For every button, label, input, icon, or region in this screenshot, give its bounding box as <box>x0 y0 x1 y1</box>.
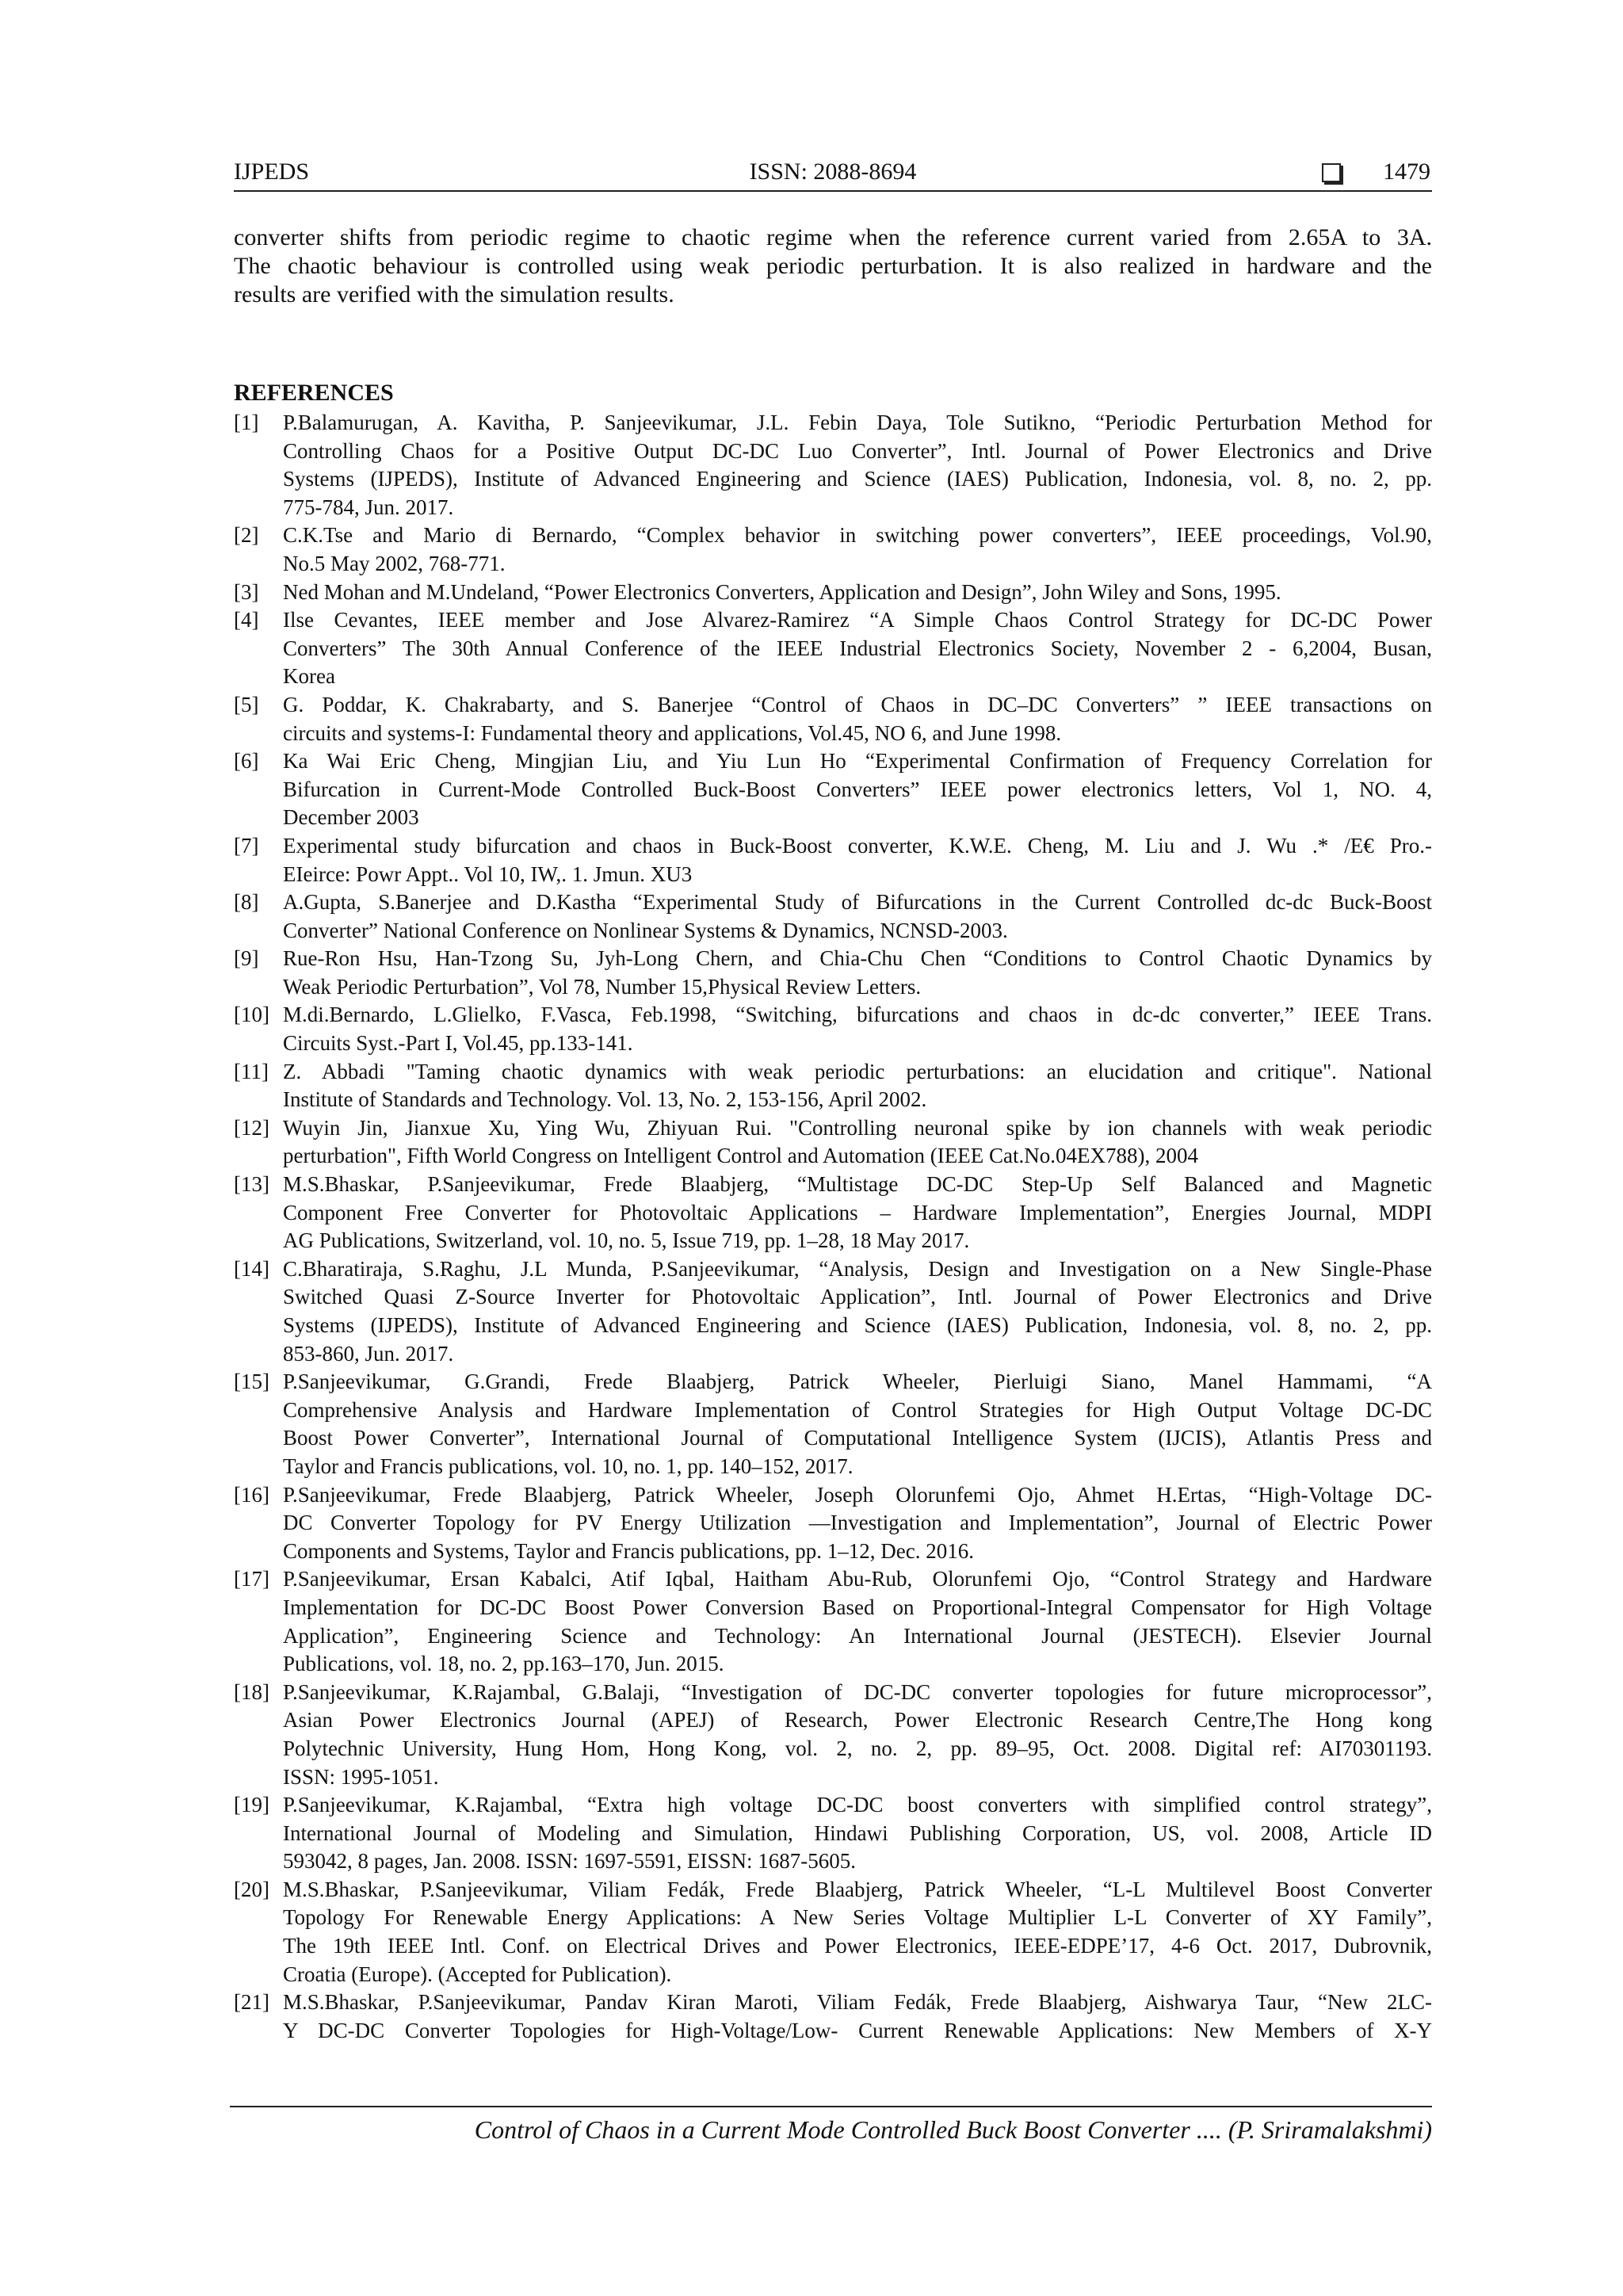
reference-line: Switched Quasi Z-Source Inverter for Photovoltaic Application”, Intl. Journal of Power Electronics and Drive <box>283 1285 1432 1309</box>
reference-line: Boost Power Converter”, International Journal of Computational Intelligence System (IJCIS), Atlantis Press and <box>283 1426 1432 1450</box>
reference-number: [13] <box>234 1172 269 1197</box>
reference-item <box>234 1481 1432 1566</box>
reference-line: Topology For Renewable Energy Applications: A New Series Voltage Multiplier L-L Converter of XY Family”, <box>283 1905 1432 1930</box>
reference-line: P.Sanjeevikumar, Frede Blaabjerg, Patrick Wheeler, Joseph Olorunfemi Ojo, Ahmet H.Ertas, “High-Voltage DC- <box>283 1482 1432 1507</box>
reference-number: [7] <box>234 833 259 858</box>
reference-line: P.Sanjeevikumar, G.Grandi, Frede Blaabjerg, Patrick Wheeler, Pierluigi Siano, Manel Hammami, “A <box>283 1370 1432 1394</box>
reference-number: [1] <box>234 411 259 434</box>
reference-line: Institute of Standards and Technology. Vol. 13, No. 2, 153-156, April 2002. <box>283 1087 927 1112</box>
reference-line: Bifurcation in Current-Mode Controlled Buck-Boost Converters” IEEE power electronics letters, Vol 1, NO. 4, <box>283 777 1432 801</box>
reference-number: [2] <box>234 523 259 548</box>
reference-item <box>234 1679 1432 1791</box>
reference-number: [12] <box>234 1115 269 1140</box>
reference-line: 775-784, Jun. 2017. <box>283 495 454 519</box>
reference-number: [4] <box>234 608 259 632</box>
reference-item <box>234 1565 1432 1678</box>
reference-item <box>234 1876 1432 1988</box>
reference-line: Components and Systems, Taylor and Francis publications, pp. 1–12, Dec. 2016. <box>283 1538 975 1563</box>
paragraph-line: The chaotic behaviour is controlled using weak periodic perturbation. It is also realized in hardware and the <box>234 253 1432 279</box>
reference-line: No.5 May 2002, 768-771. <box>283 551 506 575</box>
reference-item <box>234 606 1432 691</box>
reference-item <box>234 1171 1432 1255</box>
reference-line: Controlling Chaos for a Positive Output DC-DC Luo Converter”, Intl. Journal of Power Electronics and Drive <box>283 438 1432 463</box>
reference-line: International Journal of Modeling and Simulation, Hindawi Publishing Corporation, US, vol. 2008, Article ID <box>283 1820 1432 1845</box>
reference-line: Y DC-DC Converter Topologies for High-Voltage/Low- Current Renewable Applications: New Members of X-Y <box>283 2018 1432 2042</box>
reference-item <box>234 1255 1432 1368</box>
reference-line: DC Converter Topology for PV Energy Utilization —Investigation and Implementation”, Journal of Electric Power <box>283 1511 1432 1535</box>
reference-item <box>234 1791 1432 1876</box>
reference-number: [14] <box>234 1256 269 1281</box>
reference-line: Z. Abbadi "Taming chaotic dynamics with weak periodic perturbations: an elucidation and critique". National <box>283 1059 1432 1083</box>
page-header <box>234 154 1432 192</box>
checkbox-square-icon <box>1322 163 1341 182</box>
reference-line: Ilse Cevantes, IEEE member and Jose Alvarez-Ramirez “A Simple Chaos Control Strategy for DC-DC Power <box>283 608 1432 632</box>
reference-number: [5] <box>234 692 259 716</box>
reference-line: Experimental study bifurcation and chaos in Buck-Boost converter, K.W.E. Cheng, M. Liu and J. Wu .* /E€ Pro.- <box>283 833 1432 858</box>
reference-item <box>234 409 1432 521</box>
reference-line: A.Gupta, S.Banerjee and D.Kastha “Experimental Study of Bifurcations in the Current Controlled dc-dc Buck-Boost <box>283 890 1432 915</box>
reference-item <box>234 691 1432 747</box>
reference-number: [17] <box>234 1567 269 1591</box>
paragraph-line: converter shifts from periodic regime to chaotic regime when the reference current varied from 2.65A to 3A. <box>234 224 1432 250</box>
references-heading: REFERENCES <box>234 380 394 406</box>
reference-number: [20] <box>234 1877 269 1901</box>
reference-line: P.Sanjeevikumar, Ersan Kabalci, Atif Iqbal, Haitham Abu-Rub, Olorunfemi Ojo, “Control Strategy and Hardware <box>283 1567 1432 1591</box>
reference-item <box>234 1058 1432 1114</box>
reference-line: G. Poddar, K. Chakrabarty, and S. Banerjee “Control of Chaos in DC–DC Converters” ” IEEE transactions on <box>283 692 1432 716</box>
reference-line: Weak Periodic Perturbation”, Vol 78, Number 15,Physical Review Letters. <box>283 974 922 999</box>
reference-line: M.S.Bhaskar, P.Sanjeevikumar, Pandav Kiran Maroti, Viliam Fedák, Frede Blaabjerg, Aishwarya Taur, “New 2LC- <box>283 1990 1432 2015</box>
reference-line: Polytechnic University, Hung Hom, Hong Kong, vol. 2, no. 2, pp. 89–95, Oct. 2008. Digital ref: AI70301193. <box>283 1736 1432 1760</box>
issn-label: ISSN: 2088-8694 <box>749 159 917 185</box>
reference-line: circuits and systems-I: Fundamental theory and applications, Vol.45, NO 6, and June 1998. <box>283 720 1062 745</box>
reference-line: Converter” National Conference on Nonlinear Systems & Dynamics, NCNSD-2003. <box>283 918 1008 942</box>
reference-line: Ned Mohan and M.Undeland, “Power Electronics Converters, Application and Design”, John Wiley and Sons, 1995. <box>283 579 1281 604</box>
reference-line: Korea <box>283 664 335 689</box>
reference-number: [11] <box>234 1059 269 1083</box>
reference-line: P.Sanjeevikumar, K.Rajambal, “Extra high voltage DC-DC boost converters with simplified control strategy”, <box>283 1793 1432 1817</box>
reference-line: Ka Wai Eric Cheng, Mingjian Liu, and Yiu Lun Ho “Experimental Confirmation of Frequency Correlation for <box>283 749 1432 774</box>
reference-line: M.S.Bhaskar, P.Sanjeevikumar, Viliam Fedák, Frede Blaabjerg, Patrick Wheeler, “L-L Multilevel Boost Converter <box>283 1877 1432 1901</box>
reference-line: ISSN: 1995-1051. <box>283 1764 439 1789</box>
reference-line: perturbation", Fifth World Congress on Intelligent Control and Automation (IEEE Cat.No.04EX788), 2004 <box>283 1144 1198 1168</box>
page-footer: Control of Chaos in a Current Mode Controlled Buck Boost Converter .... (P. Sriramalakshmi) <box>230 2106 1432 2145</box>
reference-item <box>234 832 1432 888</box>
reference-line: Application”, Engineering Science and Technology: An International Journal (JESTECH). Elsevier Journal <box>283 1623 1432 1648</box>
reference-line: Asian Power Electronics Journal (APEJ) of Research, Power Electronic Research Centre,The Hong kong <box>283 1708 1432 1733</box>
reference-line: P.Balamurugan, A. Kavitha, P. Sanjeevikumar, J.L. Febin Daya, Tole Sutikno, “Periodic Perturbation Method for <box>283 411 1432 434</box>
reference-line: M.di.Bernardo, L.Glielko, F.Vasca, Feb.1998, “Switching, bifurcations and chaos in dc-dc converter,” IEEE Trans. <box>283 1003 1432 1027</box>
reference-number: [15] <box>234 1370 269 1394</box>
reference-line: Publications, vol. 18, no. 2, pp.163–170, Jun. 2015. <box>283 1652 724 1676</box>
reference-item <box>234 1368 1432 1480</box>
reference-line: Component Free Converter for Photovoltaic Applications – Hardware Implementation”, Energies Journal, MDPI <box>283 1200 1432 1224</box>
reference-item <box>234 1001 1432 1057</box>
journal-name: IJPEDS <box>234 159 310 185</box>
reference-line: The 19th IEEE Intl. Conf. on Electrical Drives and Power Electronics, IEEE-EDPE’17, 4-6 Oct. 2017, Dubrovnik, <box>283 1934 1432 1958</box>
reference-item <box>234 888 1432 945</box>
reference-line: Converters” The 30th Annual Conference of the IEEE Industrial Electronics Society, November 2 - 6,2004, Busan, <box>283 636 1432 660</box>
page-number: 1479 <box>1383 159 1430 185</box>
reference-line: Systems (IJPEDS), Institute of Advanced Engineering and Science (IAES) Publication, Indonesia, vol. 8, no. 2, pp. <box>283 1313 1432 1337</box>
reference-line: 853-860, Jun. 2017. <box>283 1341 454 1366</box>
reference-number: [3] <box>234 579 259 604</box>
reference-number: [10] <box>234 1003 269 1027</box>
reference-line: 593042, 8 pages, Jan. 2008. ISSN: 1697-5591, EISSN: 1687-5605. <box>283 1849 856 1874</box>
reference-line: Comprehensive Analysis and Hardware Implementation of Control Strategies for High Output Voltage DC-DC <box>283 1397 1432 1422</box>
reference-number: [19] <box>234 1793 269 1817</box>
reference-item <box>234 747 1432 832</box>
reference-line: EIeirce: Powr Appt.. Vol 10, IW,. 1. Jmun. XU3 <box>283 861 693 886</box>
reference-item <box>234 521 1432 578</box>
reference-number: [18] <box>234 1679 269 1704</box>
reference-number: [6] <box>234 749 259 774</box>
reference-line: Taylor and Francis publications, vol. 10, no. 1, pp. 140–152, 2017. <box>283 1454 854 1478</box>
reference-line: Circuits Syst.-Part I, Vol.45, pp.133-141. <box>283 1031 633 1056</box>
reference-line: December 2003 <box>283 805 419 830</box>
reference-number: [21] <box>234 1990 269 2015</box>
reference-line: Croatia (Europe). (Accepted for Publication). <box>283 1962 672 1986</box>
reference-number: [8] <box>234 890 259 915</box>
reference-item <box>234 579 1432 607</box>
reference-item <box>234 945 1432 1001</box>
reference-line: P.Sanjeevikumar, K.Rajambal, G.Balaji, “Investigation of DC-DC converter topologies for future microprocessor”, <box>283 1679 1432 1704</box>
reference-item <box>234 1988 1432 2045</box>
reference-line: C.K.Tse and Mario di Bernardo, “Complex behavior in switching power converters”, IEEE proceedings, Vol.90, <box>283 523 1432 548</box>
reference-line: Systems (IJPEDS), Institute of Advanced Engineering and Science (IAES) Publication, Indonesia, vol. 8, no. 2, pp. <box>283 467 1432 491</box>
reference-line: AG Publications, Switzerland, vol. 10, no. 5, Issue 719, pp. 1–28, 18 May 2017. <box>283 1228 970 1253</box>
reference-line: M.S.Bhaskar, P.Sanjeevikumar, Frede Blaabjerg, “Multistage DC-DC Step-Up Self Balanced and Magnetic <box>283 1172 1432 1197</box>
reference-line: C.Bharatiraja, S.Raghu, J.L Munda, P.Sanjeevikumar, “Analysis, Design and Investigation on a New Single-Phase <box>283 1256 1432 1281</box>
reference-list <box>234 409 1432 2045</box>
reference-line: Implementation for DC-DC Boost Power Conversion Based on Proportional-Integral Compensator for High Voltage <box>283 1595 1432 1619</box>
reference-number: [9] <box>234 946 259 971</box>
reference-item <box>234 1114 1432 1171</box>
reference-line: Wuyin Jin, Jianxue Xu, Ying Wu, Zhiyuan Rui. "Controlling neuronal spike by ion channels with weak periodic <box>283 1115 1432 1140</box>
paragraph-line: results are verified with the simulation results. <box>234 281 674 308</box>
conclusion-paragraph <box>234 223 1432 309</box>
reference-number: [16] <box>234 1482 269 1507</box>
reference-line: Rue-Ron Hsu, Han-Tzong Su, Jyh-Long Chern, and Chia-Chu Chen “Conditions to Control Chaotic Dynamics by <box>283 946 1432 971</box>
